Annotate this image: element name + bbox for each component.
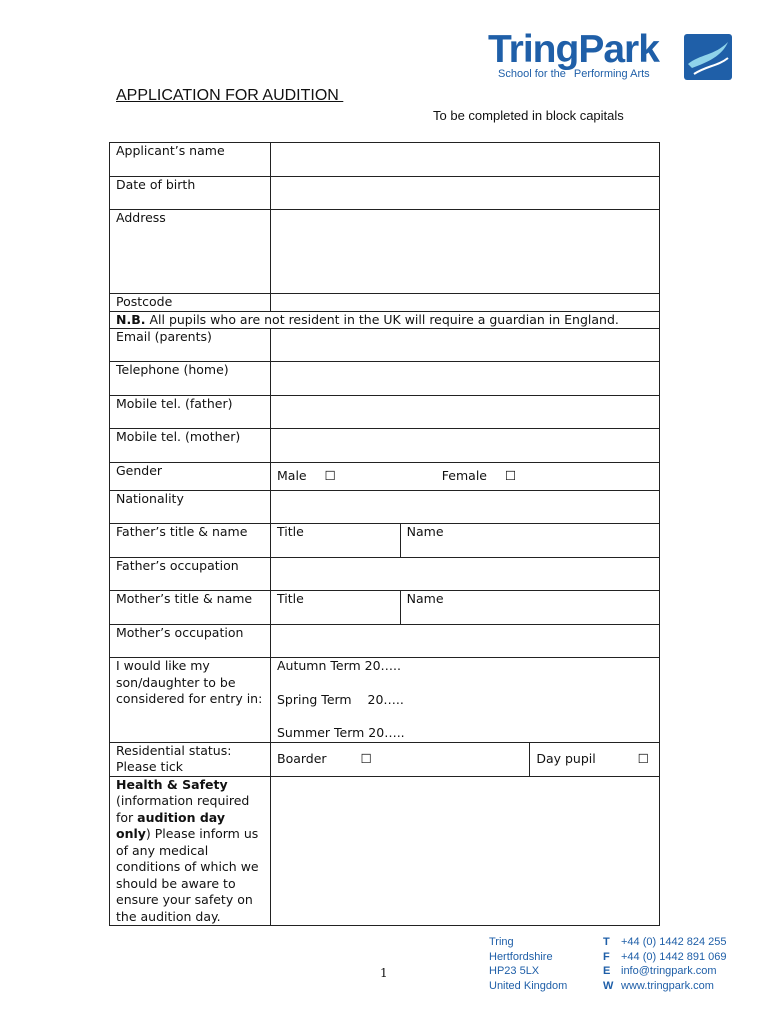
footer-address-line: United Kingdom [489,980,568,993]
mother-name-label: Name [406,591,444,606]
father-name-field[interactable] [400,524,659,558]
father-name-label: Name [406,524,444,539]
mother-title-field[interactable] [271,591,401,625]
tel-home-field[interactable] [271,362,660,396]
father-occupation-label: Father’s occupation [110,558,271,591]
logo-wordmark: TringPark [488,28,659,71]
please-tick-text: Please tick [116,759,184,774]
tel-home-label: Telephone (home) [110,362,271,396]
health-safety-title: Health & Safety [116,776,228,792]
day-pupil-label: Day pupil [536,750,596,766]
email-label: Email (parents) [110,329,271,362]
day-pupil-checkbox[interactable]: ☐ [637,750,649,766]
mother-title-name-label: Mother’s title & name [110,591,271,625]
nationality-label: Nationality [110,491,271,524]
entry-term-options [271,658,660,743]
female-checkbox[interactable]: ☐ [505,468,517,483]
email-field[interactable] [271,329,660,362]
spring-term-option[interactable]: Spring Term 20….. [277,691,404,707]
mother-occupation-label: Mother’s occupation [110,625,271,658]
footer-letter: W [603,980,614,993]
postcode-field[interactable] [271,294,660,312]
father-title-name-label: Father’s title & name [110,524,271,558]
day-pupil-cell [530,742,660,776]
mobile-mother-field[interactable] [271,429,660,463]
gender-male-label: Male [277,468,307,483]
summer-term-option[interactable]: Summer Term 20….. [277,725,405,740]
logo-tagline-left: School for the [498,68,566,80]
father-title-field[interactable] [271,524,401,558]
applicant-name-label: Applicant’s name [110,143,271,177]
footer-phone: +44 (0) 1442 824 255 [621,936,727,948]
father-occupation-field[interactable] [271,558,660,591]
health-safety-label [110,776,271,926]
page-title: APPLICATION FOR AUDITION [116,87,344,104]
footer-address-line: Tring [489,936,514,948]
footer-contacts [621,935,727,994]
logo-swoosh-icon [684,34,732,80]
guardian-note-bold: N.B. [116,311,146,327]
mother-name-field[interactable] [400,591,659,625]
boarder-label: Boarder [277,750,327,766]
footer-address-line: HP23 5LX [489,965,540,978]
applicant-name-field[interactable] [271,143,660,177]
footer-letter: F [603,950,610,963]
health-text-2: ) Please inform us of any medical conditions of which we should be aware to ensure your safety on the audition day. [116,826,259,924]
dob-field[interactable] [271,177,660,210]
postcode-label: Postcode [110,294,271,312]
footer-website-link[interactable]: www.tringpark.com [621,980,714,993]
entry-term-label: I would like my son/daughter to be considered for entry in: [110,658,271,743]
gender-label: Gender [110,463,271,491]
application-form-table [109,142,660,926]
footer-email-link[interactable]: info@tringpark.com [621,965,717,978]
guardian-note-text: All pupils who are not resident in the UK will require a guardian in England. [145,311,619,327]
footer-letter: E [603,965,611,978]
boarder-checkbox[interactable]: ☐ [360,750,372,766]
nationality-field[interactable] [271,491,660,524]
residential-status-label [110,742,271,776]
address-field[interactable] [271,210,660,294]
logo-tagline-right: Performing Arts [573,68,650,80]
gender-female-label: Female [441,468,487,483]
autumn-term-option[interactable]: Autumn Term 20….. [277,658,401,673]
address-label: Address [110,210,271,294]
mobile-father-field[interactable] [271,396,660,429]
mobile-mother-label: Mobile tel. (mother) [110,429,271,463]
footer-letter: T [603,936,610,948]
tring-park-logo [488,30,736,82]
logo-tagline [498,68,650,80]
father-title-label: Title [277,524,304,539]
mother-title-label: Title [277,591,304,606]
page-number: 1 [380,966,388,980]
footer-contact-letters [603,935,613,994]
footer-address [489,935,567,994]
boarder-cell [271,742,530,776]
dob-label: Date of birth [110,177,271,210]
footer-address-line: Hertfordshire [489,950,553,963]
male-checkbox[interactable]: ☐ [324,468,336,483]
footer-fax: +44 (0) 1442 891 069 [621,950,727,963]
health-text-1: (information required for [116,793,250,825]
residential-status-text: Residential status: [116,742,232,758]
mother-occupation-field[interactable] [271,625,660,658]
guardian-note [110,311,660,329]
page-subtitle: To be completed in block capitals [433,108,624,123]
health-text-bold: audition day only [116,809,225,841]
gender-field [271,463,660,491]
mobile-father-label: Mobile tel. (father) [110,396,271,429]
health-safety-field[interactable] [271,776,660,926]
